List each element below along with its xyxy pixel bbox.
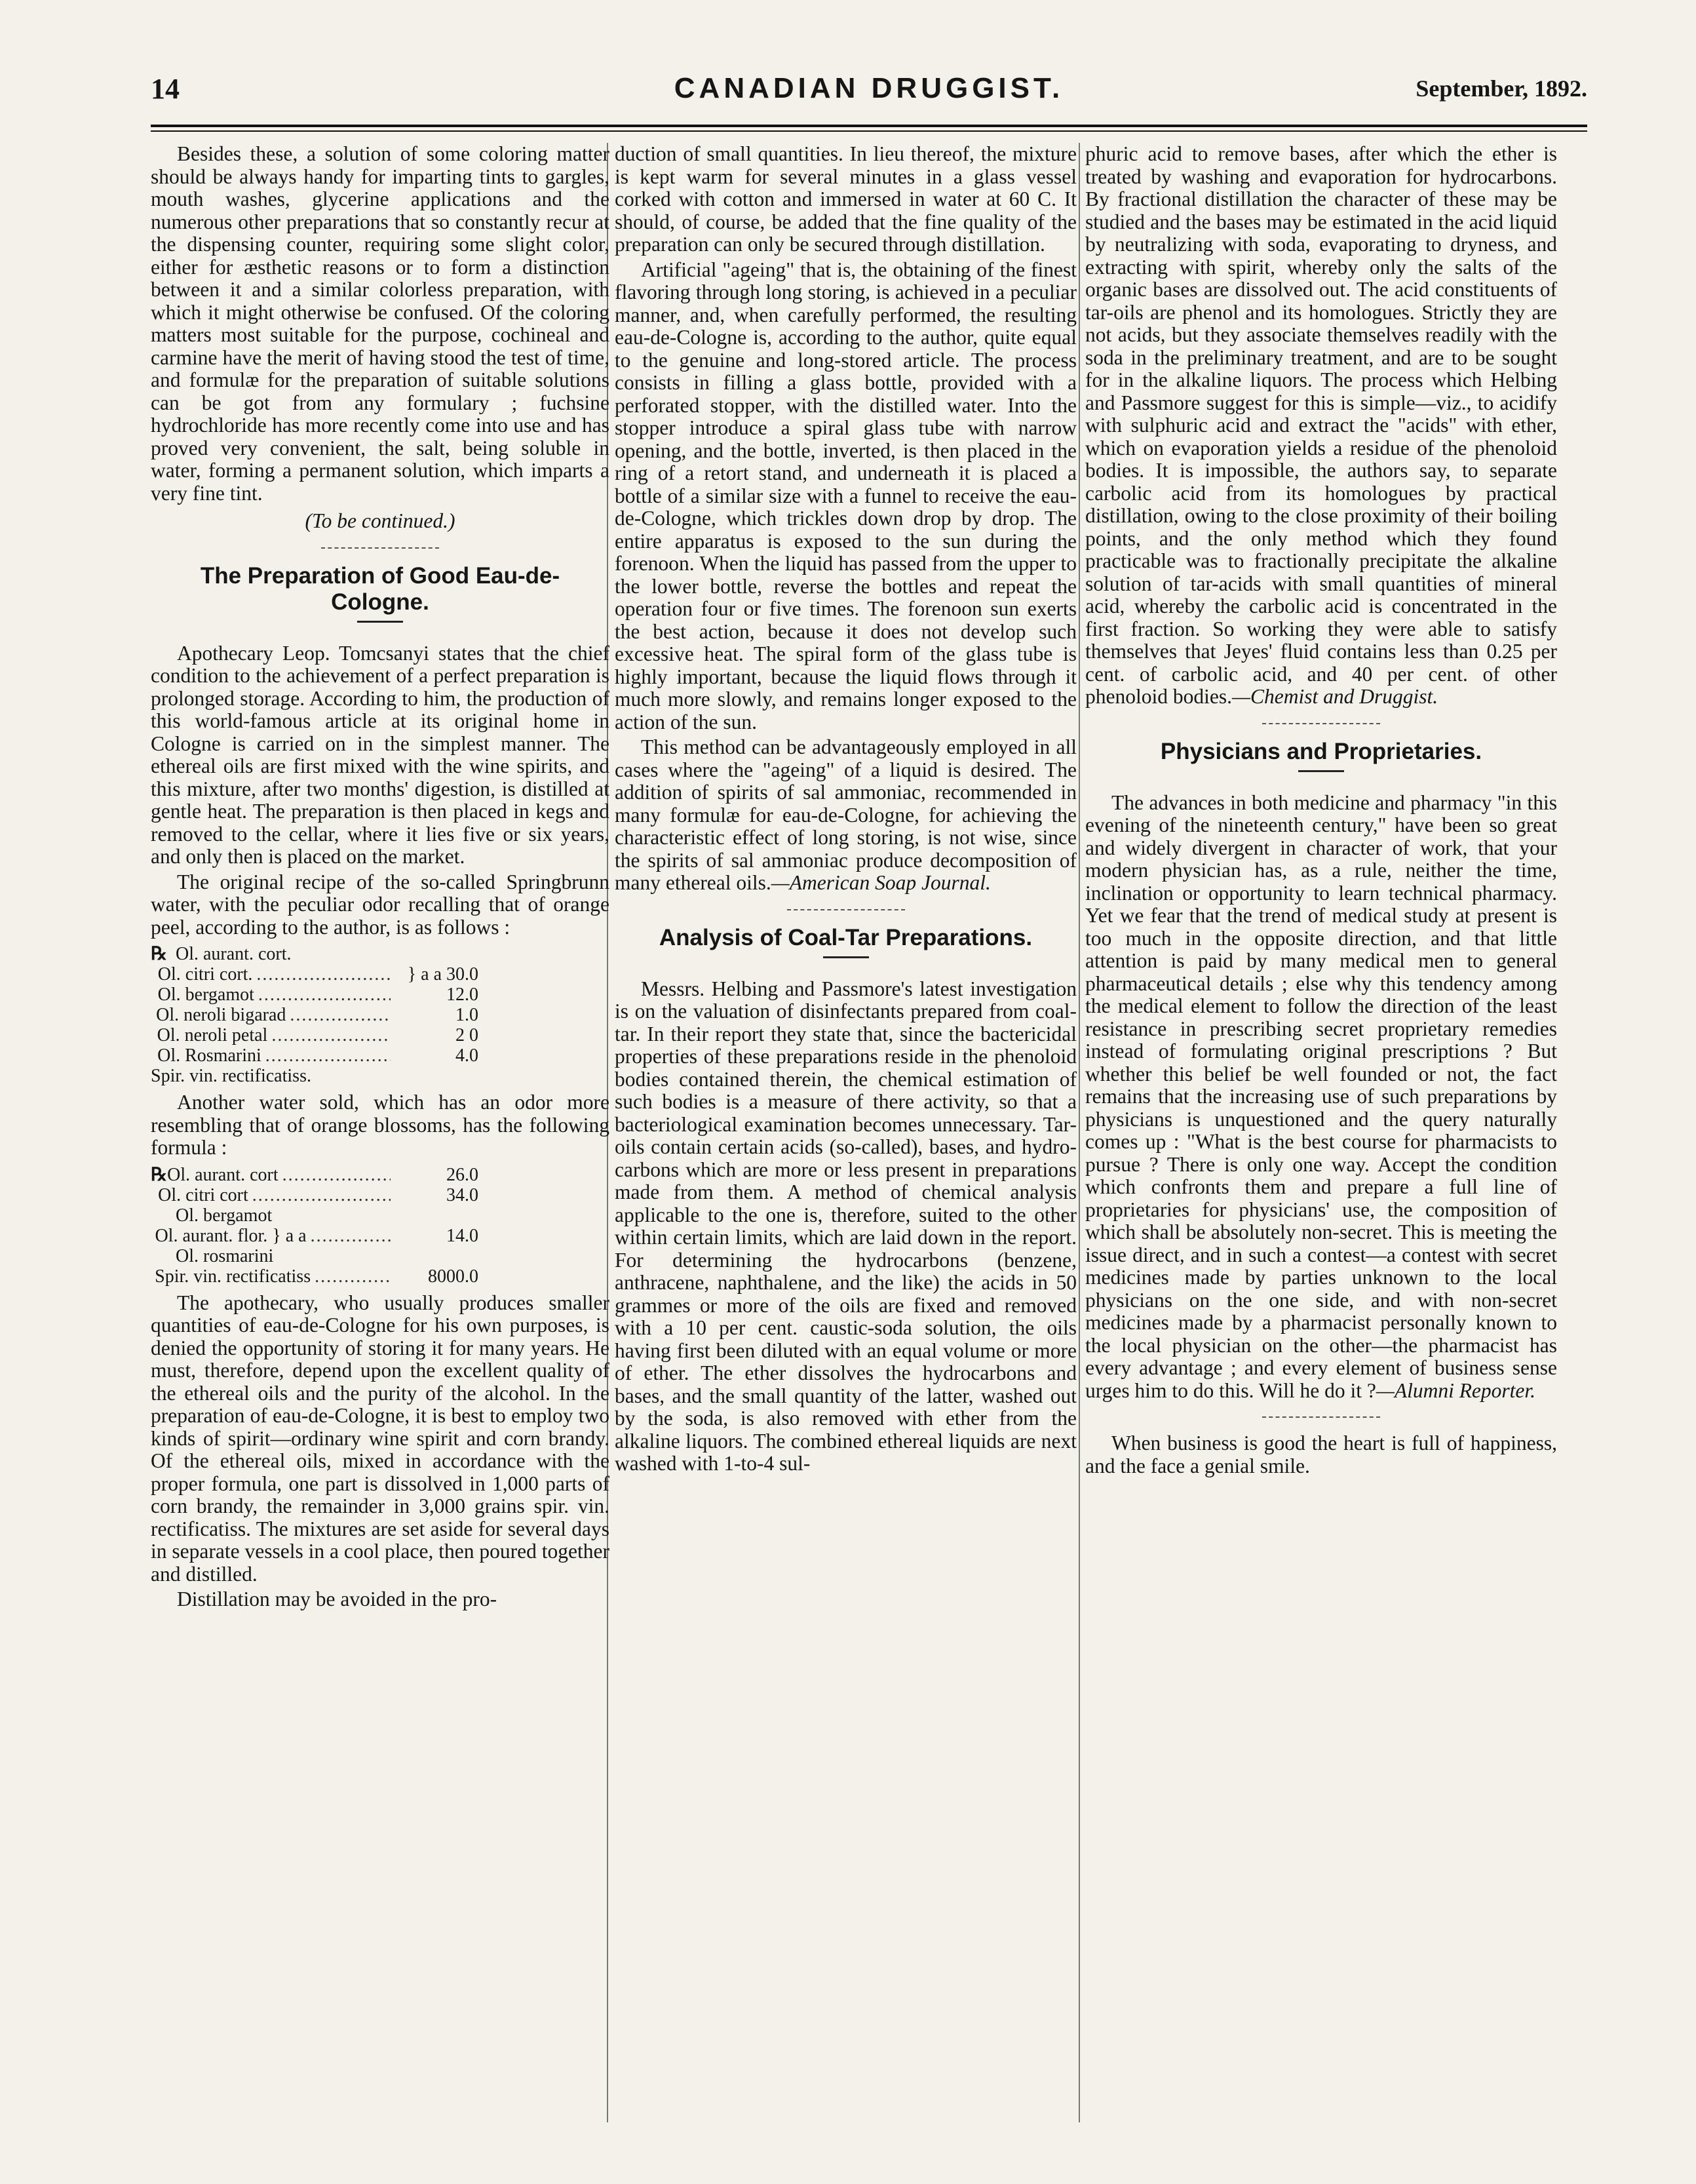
page-header bbox=[151, 72, 1587, 118]
header-rule bbox=[151, 125, 1587, 132]
source-credit: —Alumni Reporter. bbox=[1376, 1378, 1536, 1402]
page-number: 14 bbox=[151, 73, 180, 105]
article-heading-physicians: Physicians and Proprietaries. bbox=[1160, 738, 1482, 764]
paragraph: When business is good the heart is full of happiness, and the face a genial smile. bbox=[1085, 1432, 1557, 1477]
formula-row: Ol. rosmarini bbox=[176, 1245, 274, 1266]
column-3 bbox=[1085, 143, 1557, 2135]
heading-rule bbox=[1298, 770, 1344, 772]
section-divider bbox=[321, 547, 439, 549]
paragraph: Distillation may be avoided in the pro- bbox=[177, 1588, 497, 1610]
formula-row: Ol. bergamot bbox=[176, 1205, 273, 1226]
section-divider bbox=[787, 909, 905, 910]
formula-row: Ol. Rosmarini ..... 4.0 bbox=[151, 1045, 609, 1066]
paragraph: Messrs. Helbing and Passmore's latest investigation is on the valuation of disinfectants prepared from coal-tar. In their report they state that, since the bactericidal properties of these preparations reside in the phenoloid bodies contained therein, the chemical estimation of such bodies is a measure of there activity, so that a bacteriological examination becomes unnecessary. Tar-oils contain certain acids (so-called), bases, and hydro-carbons which are more or less present in preparations made from them. A method of chemical analysis applicable to the one is, therefore, suited to the other within certain limits, which are laid down in the report. For determining the hydrocarbons (benzene, anthracene, naphthalene, and the like) the acids in 50 grammes or more of the oils are fixed and removed with a 10 per cent. caustic-soda solution, the oils having first been diluted with an equal volume or more of ether. The ether dissolves the hydrocarbons and bases, and the small quantity of the latter, washed out by the soda, is also removed with ether from the alkaline liquors. The combined ethereal liquids are next washed with 1-to-4 sul- bbox=[615, 977, 1077, 1475]
formula-row: Ol. citri cort. ..... } a a 30.0 bbox=[151, 964, 609, 985]
article-heading-eau-de-cologne: The Preparation of Good Eau-de-Cologne. bbox=[200, 562, 560, 615]
formula-row: ℞ Ol. aurant. cort ..... 26.0 bbox=[151, 1165, 609, 1185]
formula-springbrunn bbox=[151, 944, 609, 1086]
formula-row: Ol. neroli petal ..... 2 0 bbox=[151, 1025, 609, 1045]
recipe-icon: ℞ bbox=[151, 944, 168, 964]
paragraph: Another water sold, which has an odor more resembling that of orange blossoms, has the following formula : bbox=[151, 1091, 609, 1159]
paragraph: The original recipe of the so-called Springbrunn water, with the peculiar odor recalling that of orange peel, according to the author, is as follows : bbox=[151, 870, 609, 939]
paragraph: Artificial "ageing" that is, the obtaining of the finest flavoring through long storing, is achieved in a peculiar manner, and, when carefully performed, the resulting eau-de-Cologne is, according to the author, quite equal to the genuine and long-stored article. The process consists in filling a glass bottle, provided with a perforated stopper, with the distilled water. Into the stopper introduce a spiral glass tube with narrow opening, and the bottle, inverted, is then placed in the ring of a retort stand, and underneath it is placed a bottle of a similar size with a funnel to receive the eau-de-Cologne, which trickles down drop by drop. The entire apparatus is exposed to the sun during the forenoon. When the liquid has passed from the upper to the lower bottle, reverse the bottles and repeat the operation four or five times. The forenoon sun exerts the best action, because it does not develop such excessive heat. The spiral form of the glass tube is highly important, because the liquid flows through it much more slowly, and remains longer exposed to the action of the sun. bbox=[615, 258, 1077, 733]
formula-note: Spir. vin. rectificatiss. bbox=[151, 1066, 311, 1086]
column-1 bbox=[151, 143, 609, 2135]
issue-date: September, 1892. bbox=[1416, 75, 1587, 102]
heading-rule bbox=[823, 956, 869, 958]
publication-title: CANADIAN DRUGGIST. bbox=[674, 72, 1064, 104]
formula-row: Ol. citri cort ..... 34.0 bbox=[151, 1185, 609, 1205]
formula-row: Ol. bergamot ..... 12.0 bbox=[151, 985, 609, 1005]
paragraph: The advances in both medicine and pharmacy "in this evening of the nineteenth century," have been so great and widely divergent in character of work, that your modern physician has, as a rule, neither the time, inclination or opportunity to learn technical pharmacy. Yet we fear that the trend of medical study at present is too much in the opposite direction, and that little attention is paid by many medical men to general pharmaceutical details ; else why this tendency among the medical element to follow the direction of the least resistance in prescribing secret proprietary remedies instead of formulating original prescriptions ? But whether this belief be well founded or not, the fact remains that the increasing use of such preparations by physicians is unquestioned and the query naturally comes up : "What is the best course for pharmacists to pursue ? There is only one way. Accept the condition which confronts them and prepare a full line of proprietaries for physicians' use, the composition of which shall be absolutely non-secret. This is meeting the issue direct, and in such a contest—a contest with secret medicines made by parties unknown to the local physicians on the one side, and with non-secret medicines made by a pharmacist personally known to the local physician on the other—the pharmacist has every advantage ; and every element of business sense urges him to do this. Will he do it ?—Alumni Reporter. bbox=[1085, 790, 1557, 1402]
formula-orange-blossom bbox=[151, 1165, 609, 1287]
column-divider bbox=[1079, 143, 1080, 2122]
formula-row: ℞ Ol. aurant. cort. bbox=[151, 944, 292, 964]
paragraph: phuric acid to remove bases, after which the ether is treated by washing and evaporation for hydrocarbons. By fractional distillation the character of these may be studied and the bases may be estimated in the acid liquid by neutralizing with soda, evaporating to dryness, and extracting with spirit, whereby only the salts of the organic bases are dissolved out. The acid constituents of tar-oils are phenol and its homologues. Strictly they are not acids, but they associate themselves readily with the soda in the preliminary treatment, and are to be sought for in the alkaline liquors. The process which Helbing and Passmore suggest for this is simple—viz., to acidify with sulphuric acid and extract the "acids" with ether, which on evaporation yields a residue of the phenoloid bodies. It is impossible, the authors say, to separate carbolic acid from its homologues by practical distillation, owing to the close proximity of their boiling points, and the only method which they found practicable was to fractionally precipitate the alkaline solution of tar-acids with small quantities of mineral acid, whereby the carbolic acid is concentrated in the first fraction. So working they were able to satisfy themselves that Jeyes' fluid contains less than 0.25 per cent. of carbolic acid, and 40 per cent. of other phenoloid bodies.—Chemist and Druggist. bbox=[1085, 143, 1557, 708]
formula-row: Ol. neroli bigarad ..... 1.0 bbox=[151, 1005, 609, 1025]
paragraph: duction of small quantities. In lieu thereof, the mixture is kept warm for several minutes in a glass vessel corked with cotton and immersed in water at 60 C. It should, of course, be added that the fine quality of the preparation can only be secured through distillation. bbox=[615, 143, 1077, 256]
source-credit: —Chemist and Druggist. bbox=[1231, 685, 1438, 708]
paragraph: The apothecary, who usually produces smaller quantities of eau-de-Cologne for his own purposes, is denied the opportunity of storing it for many years. He must, therefore, depend upon the excellent quality of the ethereal oils and the purity of the alcohol. In the preparation of eau-de-Cologne, it is best to employ two kinds of spirit—ordinary wine spirit and corn brandy. Of the ethereal oils, mixed in accordance with the proper formula, one part is dissolved in 1,000 parts of corn brandy, the remainder in 3,000 grains spir. vin. rectificatiss. The mixtures are set aside for several days in separate vessels in a cool place, then poured together and distilled. bbox=[151, 1291, 609, 1586]
paragraph: Besides these, a solution of some coloring matter should be always handy for imparting tints to gargles, mouth washes, glycerine applications and the numerous other preparations that so constantly recur at the dispensing counter, requiring some slight color, either for æsthetic reasons or to form a distinction between it and a similar colorless preparation, with which it might otherwise be confused. Of the coloring matters most suitable for the purpose, cochineal and carmine have the merit of having stood the test of time, and formulæ for the preparation of suitable solutions can be got from any formulary ; fuchsine hydrochloride has more recently come into use and has proved very convenient, the salt, being soluble in water, forming a permanent solution, which imparts a very fine tint. bbox=[151, 143, 609, 505]
article-heading-coal-tar: Analysis of Coal-Tar Preparations. bbox=[659, 924, 1033, 950]
to-be-continued: (To be continued.) bbox=[305, 509, 455, 532]
paragraph: Apothecary Leop. Tomcsanyi states that the chief condition to the achievement of a perfect preparation is prolonged storage. According to him, the production of this world-famous article at its original home in Cologne is carried on in the simplest manner. The ethereal oils are first mixed with the wine spirits, and this mixture, after two months' digestion, is distilled at gentle heat. The preparation is then placed in kegs and removed to the cellar, where it lies five or six years, and only then is placed on the market. bbox=[151, 641, 609, 868]
section-divider bbox=[1262, 723, 1380, 724]
heading-rule bbox=[357, 621, 403, 623]
source-credit: —American Soap Journal. bbox=[771, 871, 991, 894]
formula-row: Spir. vin. rectificatiss ..... 8000.0 bbox=[151, 1266, 609, 1287]
formula-row: Ol. aurant. flor. } a a ..... 14.0 bbox=[151, 1226, 609, 1246]
section-divider bbox=[1262, 1416, 1380, 1418]
paragraph: This method can be advantageously employed in all cases where the "ageing" of a liquid is desired. The addition of spirits of sal ammoniac, recommended in many formulæ for eau-de-Cologne, for achieving the characteristic effect of long storing, is not wise, since the spirits of sal ammoniac produce decomposition of many ethereal oils.—American Soap Journal. bbox=[615, 735, 1077, 894]
recipe-icon: ℞ bbox=[151, 1164, 168, 1185]
column-2 bbox=[615, 143, 1077, 2135]
